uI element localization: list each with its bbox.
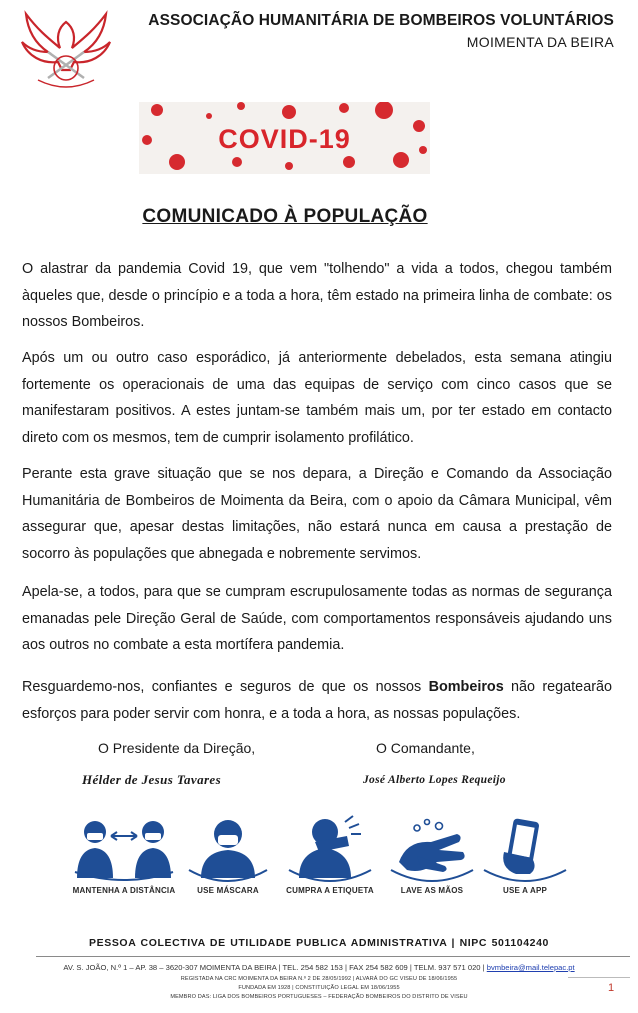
paragraph-4: Apela-se, a todos, para que se cumpram escrupulosamente todas as normas de segurança emanadas pele Direção Geral de Saúde, com comportamentos responsáveis ajudando uns aos outros no combate a esta mortífera pandemia.: [22, 584, 612, 653]
paragraph-5-bold: Bombeiros: [428, 679, 504, 695]
icon-label-mask: USE MÁSCARA: [197, 886, 259, 895]
footer-divider: [36, 956, 630, 957]
paragraph-2: Após um ou outro caso esporádico, já anteriormente debelados, esta semana atingiu fortemente os operacionais de uma das equipas de serviço com cinco casos que se manifestaram positivos. A estes juntam-se também mais um, por ter estado em contacto direto com os mesmos, tem de cumprir isolamento profilático.: [22, 350, 612, 446]
paragraph-5-end: não regatearão esforços para poder servir com honra, e a toda a hora, as nossas populações.: [22, 679, 612, 722]
commander-signature: José Alberto Lopes Requeijo: [363, 774, 506, 786]
icon-label-etiquette: CUMPRA A ETIQUETA: [286, 886, 374, 895]
president-role: O Presidente da Direção,: [98, 740, 256, 756]
email-link[interactable]: bvmbeira@mail.telepac.pt: [486, 963, 575, 972]
footer-address: [0, 963, 638, 972]
phoenix-logo-icon: [18, 8, 114, 92]
president-signature: Hélder de Jesus Tavares: [82, 772, 222, 787]
footer-founded: FUNDADA EM 1928 | CONSTITUIÇÃO LEGAL EM 18/06/1955: [238, 985, 400, 991]
wash-hands-icon: [387, 812, 477, 884]
document-title-text: COMUNICADO À POPULAÇÃO: [142, 206, 428, 227]
icon-label-wash: LAVE AS MÃOS: [400, 886, 464, 895]
address-text: AV. S. JOÃO, N.º 1 – AP. 38 – 3620-307 MOIMENTA DA BEIRA | TEL. 254 582 153 | FAX 254 582 609 | TELM. 937 571 020 |: [63, 963, 485, 972]
organization-city: MOIMENTA DA BEIRA: [466, 34, 614, 50]
commander-role: O Comandante,: [376, 740, 475, 756]
phone-app-icon: [480, 812, 570, 884]
organization-name: ASSOCIAÇÃO HUMANITÁRIA DE BOMBEIROS VOLUNTÁRIOS: [148, 12, 614, 29]
paragraph-5: [22, 674, 612, 727]
distance-icon: [73, 812, 183, 884]
icon-label-app: USE A APP: [502, 886, 548, 895]
paragraph-1: O alastrar da pandemia Covid 19, que vem "tolhendo" a vida a todos, chegou também àqueles que, desde o princípio e a toda a hora, têm estado na primeira linha de combate: os nossos Bombeiros.: [22, 261, 612, 330]
footer-membership: MEMBRO DAS: LIGA DOS BOMBEIROS PORTUGUESES – FEDERAÇÃO BOMBEIROS DO DISTRITO DE VISEU: [170, 994, 468, 1000]
cough-etiquette-icon: [285, 812, 375, 884]
legal-status: PESSOA COLECTIVA DE UTILIDADE PUBLICA ADMINISTRATIVA | NIPC 501104240: [89, 937, 549, 949]
page-number: 1: [608, 982, 615, 994]
document-title: [0, 206, 638, 228]
page-number-divider: [568, 977, 630, 978]
footer-registration: REGISTADA NA CRC MOIMENTA DA BEIRA N.º 2 DE 28/05/1992 | ALVARÁ DO GC VISEU DE 18/06/1955: [180, 976, 458, 982]
icon-label-distance: MANTENHA A DISTÂNCIA: [72, 886, 176, 895]
paragraph-3: Perante esta grave situação que se nos depara, a Direção e Comando da Associação Humanitária de Bombeiros de Moimenta da Beira, com o apoio da Câmara Municipal, vêm assegurar que, apesar destas limitações, não estará nunca em causa a prestação de socorro às populações que abnegada e nobremente servimos.: [22, 466, 612, 562]
mask-icon: [183, 812, 273, 884]
paragraph-5-start: Resguardemo-nos, confiantes e seguros de que os nossos: [22, 679, 429, 695]
banner-title: COVID-19: [218, 124, 351, 154]
association-logo: [18, 8, 114, 92]
covid-banner: [139, 102, 430, 174]
